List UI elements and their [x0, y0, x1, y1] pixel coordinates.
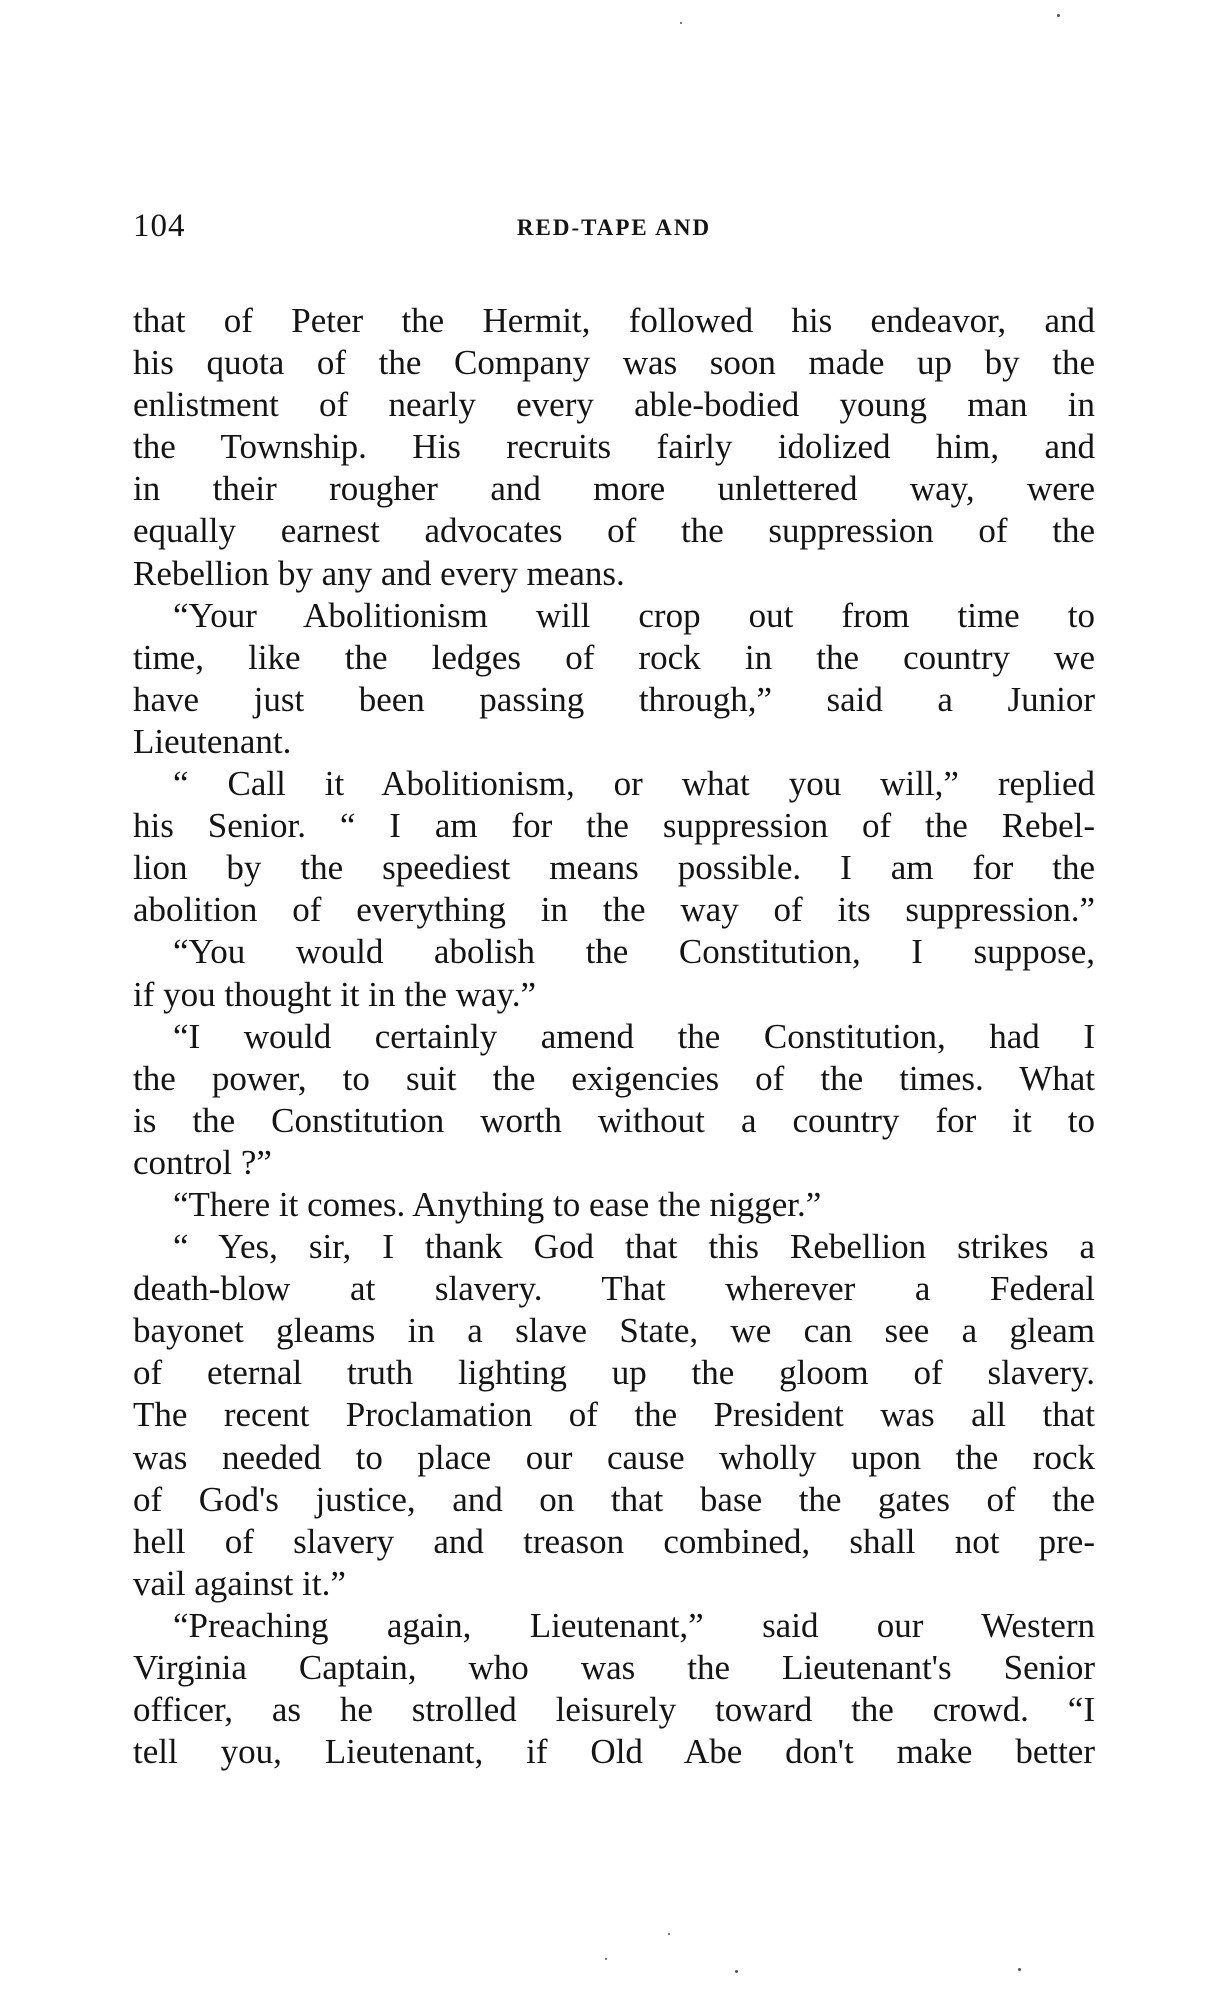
text-line: of eternal truth lighting up the gloom of slavery. — [133, 1353, 1095, 1393]
text-line: abolition of everything in the way of its suppression.” — [133, 890, 1095, 930]
text-line: bayonet gleams in a slave State, we can see a gleam — [133, 1311, 1095, 1351]
text-line: Rebellion by any and every means. — [133, 553, 625, 593]
text-line: The recent Proclamation of the President was all that — [133, 1395, 1095, 1435]
running-head: RED-TAPE AND — [516, 215, 712, 240]
text-line: in their rougher and more unlettered way, were — [133, 469, 1095, 509]
text-line: officer, as he strolled leisurely toward the crowd. “I — [133, 1690, 1095, 1730]
text-line: tell you, Lieutenant, if Old Abe don't make better — [133, 1732, 1095, 1772]
text-line: have just been passing through,” said a Junior — [133, 679, 1095, 719]
text-line: “There it comes. Anything to ease the nigger.” — [173, 1184, 822, 1224]
text-line: that of Peter the Hermit, followed his endeavor, and — [133, 301, 1095, 340]
text-line: his quota of the Company was soon made up by the — [133, 343, 1095, 383]
text-line: if you thought it in the way.” — [133, 974, 537, 1014]
text-line: “Preaching again, Lieutenant,” said our Western — [173, 1605, 1095, 1645]
paper-speck — [1057, 14, 1060, 17]
text-line: the power, to suit the exigencies of the times. What — [133, 1058, 1095, 1098]
text-line: death-blow at slavery. That wherever a Federal — [133, 1269, 1095, 1309]
text-line: vail against it.” — [133, 1563, 346, 1603]
text-line: “ Call it Abolitionism, or what you will,” replied — [173, 764, 1095, 804]
text-line: lion by the speediest means possible. I am for the — [133, 848, 1095, 888]
text-line: is the Constitution worth without a country for it to — [133, 1100, 1095, 1140]
text-line: his Senior. “ I am for the suppression of the Rebel- — [133, 806, 1095, 846]
paper-speck — [735, 1970, 738, 1973]
paper-speck — [680, 22, 682, 24]
paper-speck — [668, 1933, 670, 1935]
text-line: equally earnest advocates of the suppression of the — [133, 511, 1095, 551]
text-line: of God's justice, and on that base the gates of the — [133, 1479, 1095, 1519]
page-number: 104 — [133, 208, 186, 244]
text-line: “I would certainly amend the Constitution, had I — [173, 1016, 1095, 1056]
text-line: time, like the ledges of rock in the country we — [133, 637, 1095, 677]
text-line: the Township. His recruits fairly idolized him, and — [133, 427, 1095, 467]
text-line: Virginia Captain, who was the Lieutenant's Senior — [133, 1648, 1095, 1687]
page-header — [133, 206, 1095, 246]
text-line: “You would abolish the Constitution, I suppose, — [173, 932, 1095, 972]
text-line: enlistment of nearly every able-bodied young man in — [133, 385, 1095, 425]
text-line: control ?” — [133, 1142, 272, 1182]
text-line: Lieutenant. — [133, 721, 292, 761]
text-line: hell of slavery and treason combined, shall not pre- — [133, 1521, 1095, 1561]
text-line: “ Yes, sir, I thank God that this Rebellion strikes a — [173, 1227, 1095, 1267]
paper-speck — [605, 1958, 607, 1960]
body-text — [133, 300, 1095, 1773]
text-line: was needed to place our cause wholly upon the rock — [133, 1437, 1095, 1477]
paper-speck — [1018, 1968, 1021, 1971]
text-line: “Your Abolitionism will crop out from time to — [173, 595, 1095, 635]
